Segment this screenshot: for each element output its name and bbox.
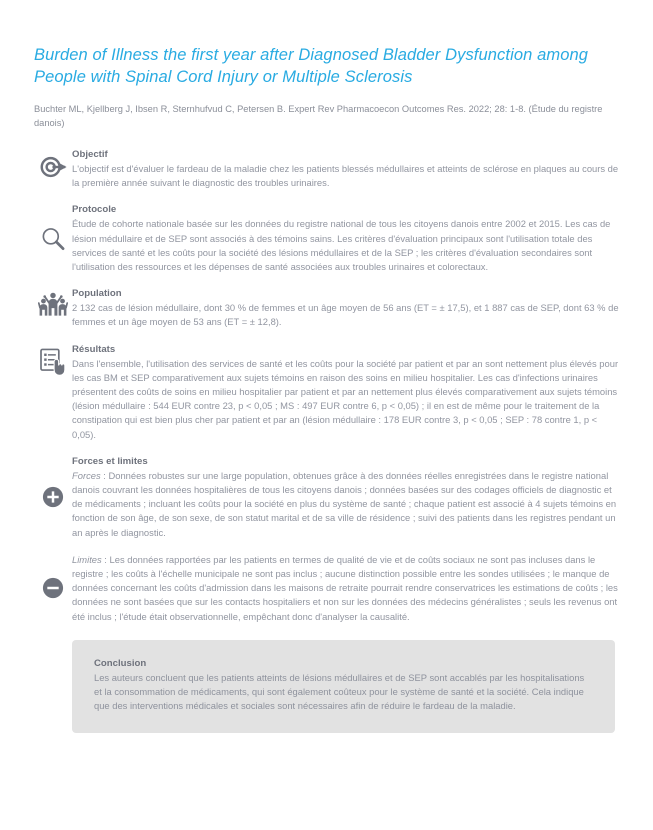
section-text: Étude de cohorte nationale basée sur les données du registre national de tous les citoyens danois entre 2002 et 2015. Les cas de lésion médullaire et de SEP sont associés à des témoins sains. Les critères d'évaluation principaux sont l'utilisation totale des services de santé et les coûts pour la société des lésions médullaires et de la SEP ; les critères d'évaluation secondaires sont l'utilisation des ressources et les dépenses de santé associées aux troubles urinaires et colorectaux.	[72, 218, 611, 273]
section-body-column	[72, 148, 625, 190]
icon-column	[34, 343, 72, 377]
limites-lead-label: Limites	[72, 553, 102, 565]
section-text: Dans l'ensemble, l'utilisation des services de santé et les coûts pour la société par patient et par an sont nettement plus élevés pour les cas BM et SEP comparativement aux sujets témoins en raison des soins en milieu hospitalier. Les cas d'infections urinaires présentent des coûts de soins en milieu hospitalier par patient et par an nettement plus élevés comparativement aux sujets témoins (lésion médullaire : 544 EUR contre 23, p < 0,05 ; MS : 497 EUR contre 6, p < 0,05) ; il en est de même pour le traitement de la constipation qui est bien plus cher par patient et par an (lésion médullaire : 178 EUR contre 3, p < 0,05 ; SEP : 78 contre 1, p < 0,05).	[72, 357, 619, 440]
section-body-column	[72, 203, 625, 274]
section-forces	[34, 455, 625, 540]
section-heading: Résultats	[72, 343, 116, 355]
limites-text: : Les données rapportées par les patients en termes de qualité de vie et de coûts sociaux ne sont pas incluses dans le registre ; les coûts à l'échelle municipale ne sont pas inclus ; aucune distinction possible entre les sondes utilisées ; le manque de données concernant les coûts d'admission dans les maisons de retraite pourrait rendre conservatrices les estimations de coûts ; les données ne sont basées que sur les contacts hospitaliers et non sur les données des médecins généralistes ; seuls les revenus ont été inclus ; l'étude était observationnelle, empêchant donc d'analyser la causalité.	[72, 553, 618, 622]
section-limites	[34, 553, 625, 624]
icon-column	[34, 225, 72, 253]
conclusion-box	[72, 640, 615, 734]
forces-lead-label: Forces	[72, 469, 101, 481]
section-heading: Objectif	[72, 149, 108, 160]
section-body-column	[72, 553, 625, 624]
section-heading: Population	[72, 288, 122, 300]
section-body-column	[72, 287, 625, 329]
section-text	[72, 553, 619, 624]
section-protocole	[34, 203, 625, 274]
icon-column	[34, 486, 72, 508]
section-text: L'objectif est d'évaluer le fardeau de la maladie chez les patients blessés médullaires et atteints de sclérose en plaques au cours de la première année suivant le diagnostic des troubles urinaires.	[72, 163, 619, 189]
icon-column	[34, 577, 72, 599]
conclusion-text: Les auteurs concluent que les patients atteints de lésions médullaires et de SEP sont accablés par les hospitalisations et la consommation de médicaments, qui sont également coûteux pour le système de santé et la société. Cela indique que des interventions médicales et sociales sont nécessaires afin de réduire le fardeau de la maladie.	[94, 671, 585, 712]
conclusion-heading: Conclusion	[94, 657, 147, 669]
icon-column	[34, 148, 72, 182]
page-title: Burden of Illness the first year after Diagnosed Bladder Dysfunction among People with Spinal Cord Injury or Multiple Sclerosis	[34, 46, 589, 86]
section-text: 2 132 cas de lésion médullaire, dont 30 % de femmes et un âge moyen de 56 ans (ET = ± 17,5), et 1 887 cas de SEP, dont 63 % de femmes et un âge moyen de 53 ans (ET = ± 12,8).	[72, 302, 619, 328]
clipboard-hand-icon	[38, 347, 68, 377]
section-resultats	[34, 343, 625, 442]
magnifying-glass-icon	[39, 225, 67, 253]
section-heading: Protocole	[72, 204, 117, 216]
three-people-icon	[38, 291, 68, 319]
plus-circle-icon	[42, 486, 64, 508]
forces-text: : Données robustes sur une large population, obtenues grâce à des données réelles enregistrées dans le registre national danois couvrant les données hospitalières de tous les citoyens danois ; données basées sur des codages officiels de diagnostic et de médicaments ; incluant les coûts pour la société en plus du système de santé ; chaque patient est associé à 4 sujets témoins en fonction de son âge, de son sexe, de son statut marital et de sa ville de résidence ; suivi des patients dans les registres pendant un an après le diagnostic.	[72, 469, 617, 538]
section-body-column	[72, 455, 625, 540]
section-heading: Forces et limites	[72, 455, 148, 467]
icon-column	[34, 287, 72, 319]
section-text	[72, 469, 619, 540]
section-population	[34, 287, 625, 329]
minus-circle-icon	[42, 577, 64, 599]
section-objectif	[34, 148, 625, 190]
section-body-column	[72, 343, 625, 442]
citation-text: Buchter ML, Kjellberg J, Ibsen R, Sternhufvud C, Petersen B. Expert Rev Pharmacoecon Outcomes Res. 2022; 28: 1-8. (Étude du registre danois)	[34, 104, 603, 128]
target-arrow-icon	[38, 152, 68, 182]
